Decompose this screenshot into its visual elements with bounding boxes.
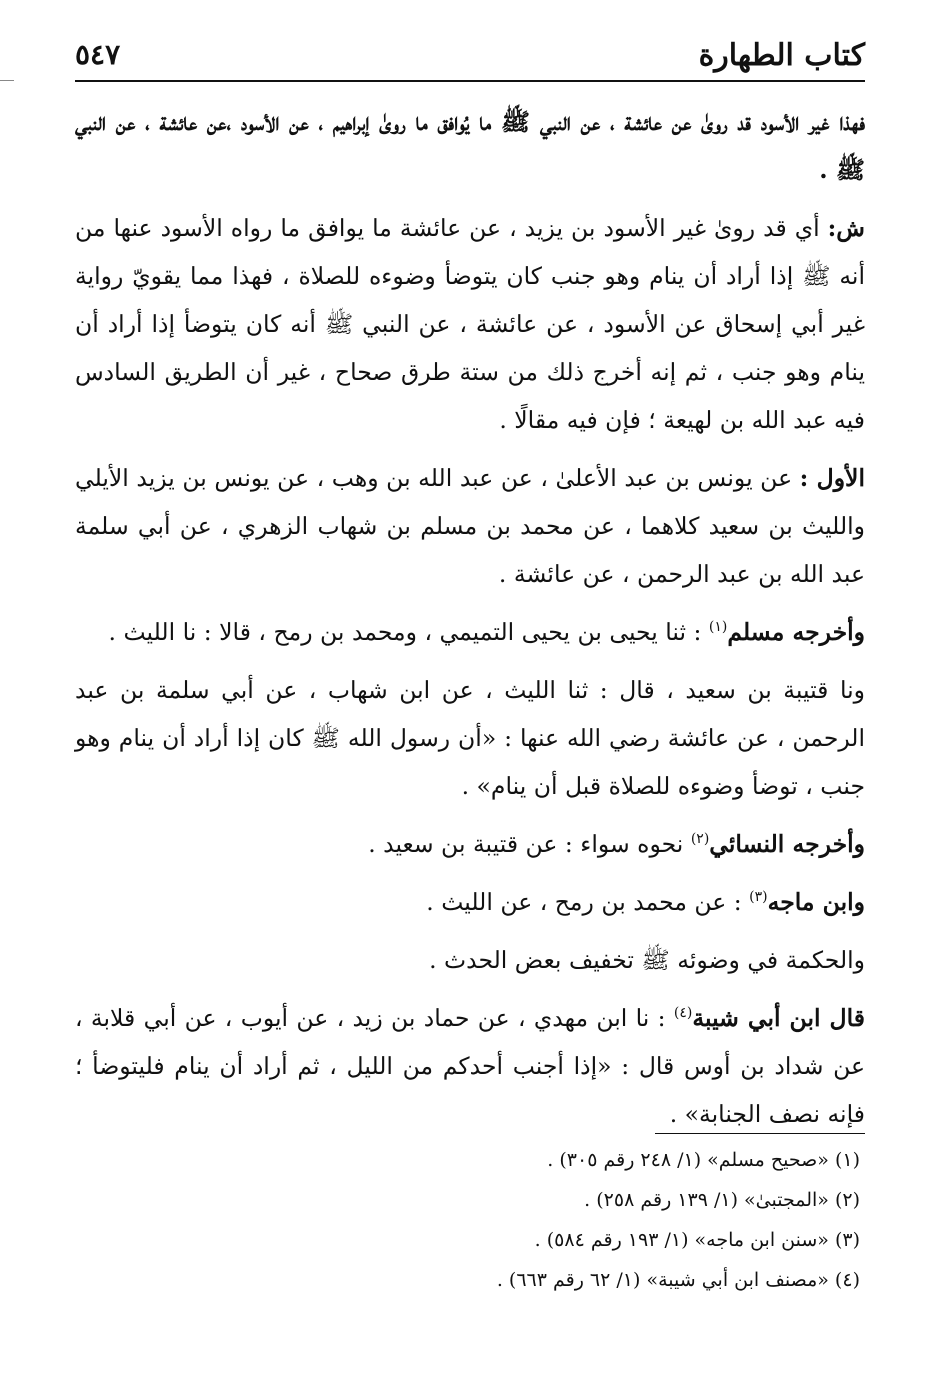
footnote-ref: (١): [708, 619, 728, 636]
footnote-item: (٤) «مصنف ابن أبي شيبة» (١/ ٦٢ رقم ٦٦٣) .: [496, 1269, 860, 1291]
footnote-item: (١) «صحيح مسلم» (١/ ٢٤٨ رقم ٣٠٥) .: [547, 1149, 860, 1171]
paragraph-text: ونا قتيبة بن سعيد ، قال : ثنا الليث ، عن ابن شهاب ، عن أبي سلمة بن عبد الرحمن ، عن عائشة رضي الله عنها : «أن رسول الله ﷺ كان إذا أراد أن ينام وهو جنب ، توضأ وضوءه للصلاة قبل أن ينام» .: [75, 676, 865, 800]
paragraph-text: عن يونس بن عبد الأعلىٰ ، عن عبد الله بن وهب ، عن يونس بن يزيد الأيلي والليث بن سعيد كلاهما ، عن محمد بن مسلم بن شهاب الزهري ، عن أبي سلمة عبد الله بن عبد الرحمن ، عن عائشة .: [75, 464, 865, 588]
paragraph-text: : عن محمد بن رمح ، عن الليث .: [426, 888, 750, 916]
paragraph-quoted-text: [75, 98, 865, 194]
paragraph-lead: ش:: [827, 214, 865, 242]
scan-margin-mark: [0, 80, 14, 81]
paragraph-text: فهذا غير الأسود قد روىٰ عن عائشة ، عن النبي ﷺ ما يُوافق ما روىٰ إبراهيم ، عن الأسود ،عن عائشة ، عن النبي ﷺ .: [75, 107, 865, 184]
paragraph-lead: الأول :: [799, 464, 865, 492]
paragraph-qutaybah: [75, 666, 865, 810]
paragraph-first-chain: [75, 454, 865, 598]
page-number: ٥٤٧: [75, 38, 121, 71]
footnote-item: (٣) «سنن ابن ماجه» (١/ ١٩٣ رقم ٥٨٤) .: [534, 1229, 860, 1251]
paragraph-ibn-abi-shaybah: [75, 994, 865, 1138]
paragraph-commentary: [75, 204, 865, 444]
book-title: كتاب الطهارة: [698, 38, 865, 73]
paragraph-text: : نا ابن مهدي ، عن حماد بن زيد ، عن أيوب ، عن أبي قلابة ، عن شداد بن أوس قال : «إذا أجنب أحدكم من الليل ، ثم أراد أن ينام فليتوضأ ؛ فإنه نصف الجنابة» .: [75, 1004, 865, 1128]
paragraph-lead: قال ابن أبي شيبة: [692, 1004, 866, 1032]
paragraph-wisdom: [75, 936, 865, 984]
paragraph-text: والحكمة في وضوئه ﷺ تخفيف بعض الحدث .: [429, 946, 865, 974]
paragraph-lead: وابن ماجه: [767, 888, 865, 916]
footnote-divider: [655, 1133, 865, 1134]
footnote-item: (٢) «المجتبىٰ» (١/ ١٣٩ رقم ٢٥٨) .: [584, 1189, 860, 1211]
paragraph-text: : ثنا يحيى بن يحيى التميمي ، ومحمد بن رمح ، قالا : نا الليث .: [108, 618, 709, 646]
paragraph-muslim: [75, 608, 865, 656]
main-text: [75, 98, 865, 1148]
paragraph-nasai: [75, 820, 865, 868]
paragraph-lead: وأخرجه مسلم: [727, 618, 865, 646]
paragraph-ibn-majah: [75, 878, 865, 926]
footnote-ref: (٤): [673, 1005, 693, 1022]
footnote-ref: (٣): [749, 889, 768, 906]
paragraph-text: أي قد روىٰ غير الأسود بن يزيد ، عن عائشة ما يوافق ما رواه الأسود عنها من أنه ﷺ إذا أراد أن ينام وهو جنب كان يتوضأ وضوءه للصلاة ، فهذا مما يقويّ رواية غير أبي إسحاق عن الأسود ، عن عائشة ، عن النبي ﷺ أنه كان يتوضأ إذا أراد أن ينام وهو جنب ، ثم إنه أخرج ذلك من ستة طرق صحاح ، غير أن الطريق السادس فيه عبد الله بن لهيعة ؛ فإن فيه مقالًا .: [75, 214, 865, 434]
footnotes: [75, 1140, 860, 1300]
footnote-ref: (٢): [690, 831, 710, 848]
paragraph-text: نحوه سواء : عن قتيبة بن سعيد .: [368, 830, 691, 858]
page-header: [75, 32, 865, 82]
paragraph-lead: وأخرجه النسائي: [709, 830, 865, 858]
